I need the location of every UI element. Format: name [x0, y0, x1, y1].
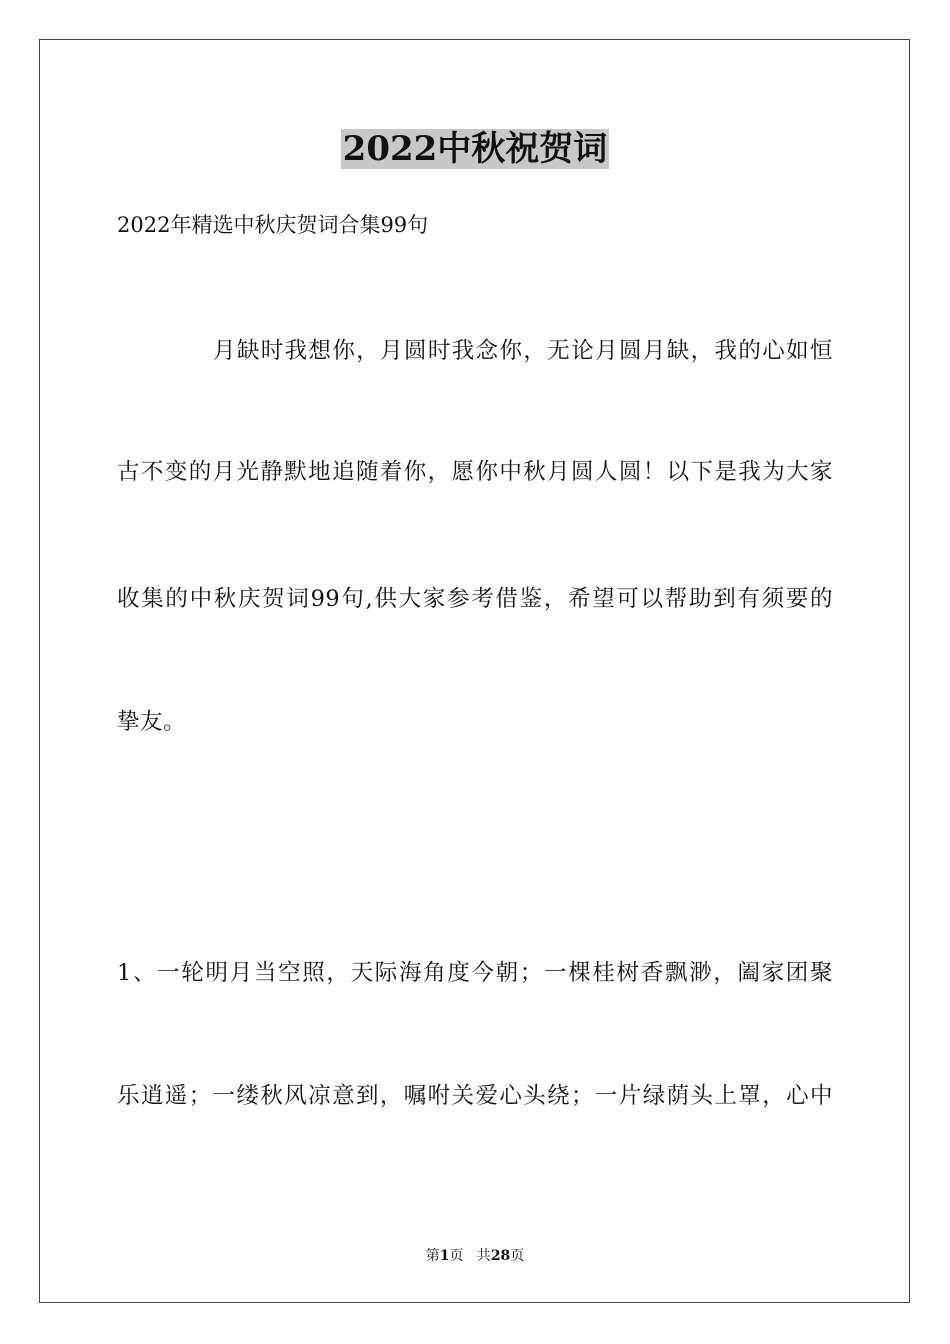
item-line: 乐逍遥；一缕秋风凉意到，嘱咐关爱心头绕；一片绿荫头上罩，心中 [117, 1083, 833, 1109]
current-page-number: 1 [439, 1248, 450, 1264]
footer-middle: 页 共 [449, 1248, 491, 1264]
intro-line: 古不变的月光静默地追随着你，愿你中秋月圆人圆！以下是我为大家 [117, 459, 833, 485]
intro-line: 月缺时我想你，月圆时我念你，无论月圆月缺，我的心如恒 [213, 338, 833, 364]
total-page-count: 28 [490, 1248, 511, 1264]
page-footer [0, 1246, 950, 1266]
item-line: 1、一轮明月当空照，天际海角度今朝；一棵桂树香飘渺，阖家团聚 [117, 960, 833, 986]
footer-prefix: 第 [425, 1248, 440, 1264]
document-title [0, 126, 950, 172]
footer-suffix: 页 [510, 1248, 525, 1264]
intro-line: 挚友。 [117, 709, 187, 735]
intro-line: 收集的中秋庆贺词99句,供大家参考借鉴，希望可以帮助到有须要的 [117, 586, 833, 612]
document-title-text: 2022中秋祝贺词 [342, 129, 608, 169]
document-subtitle: 2022年精选中秋庆贺词合集99句 [117, 213, 429, 237]
